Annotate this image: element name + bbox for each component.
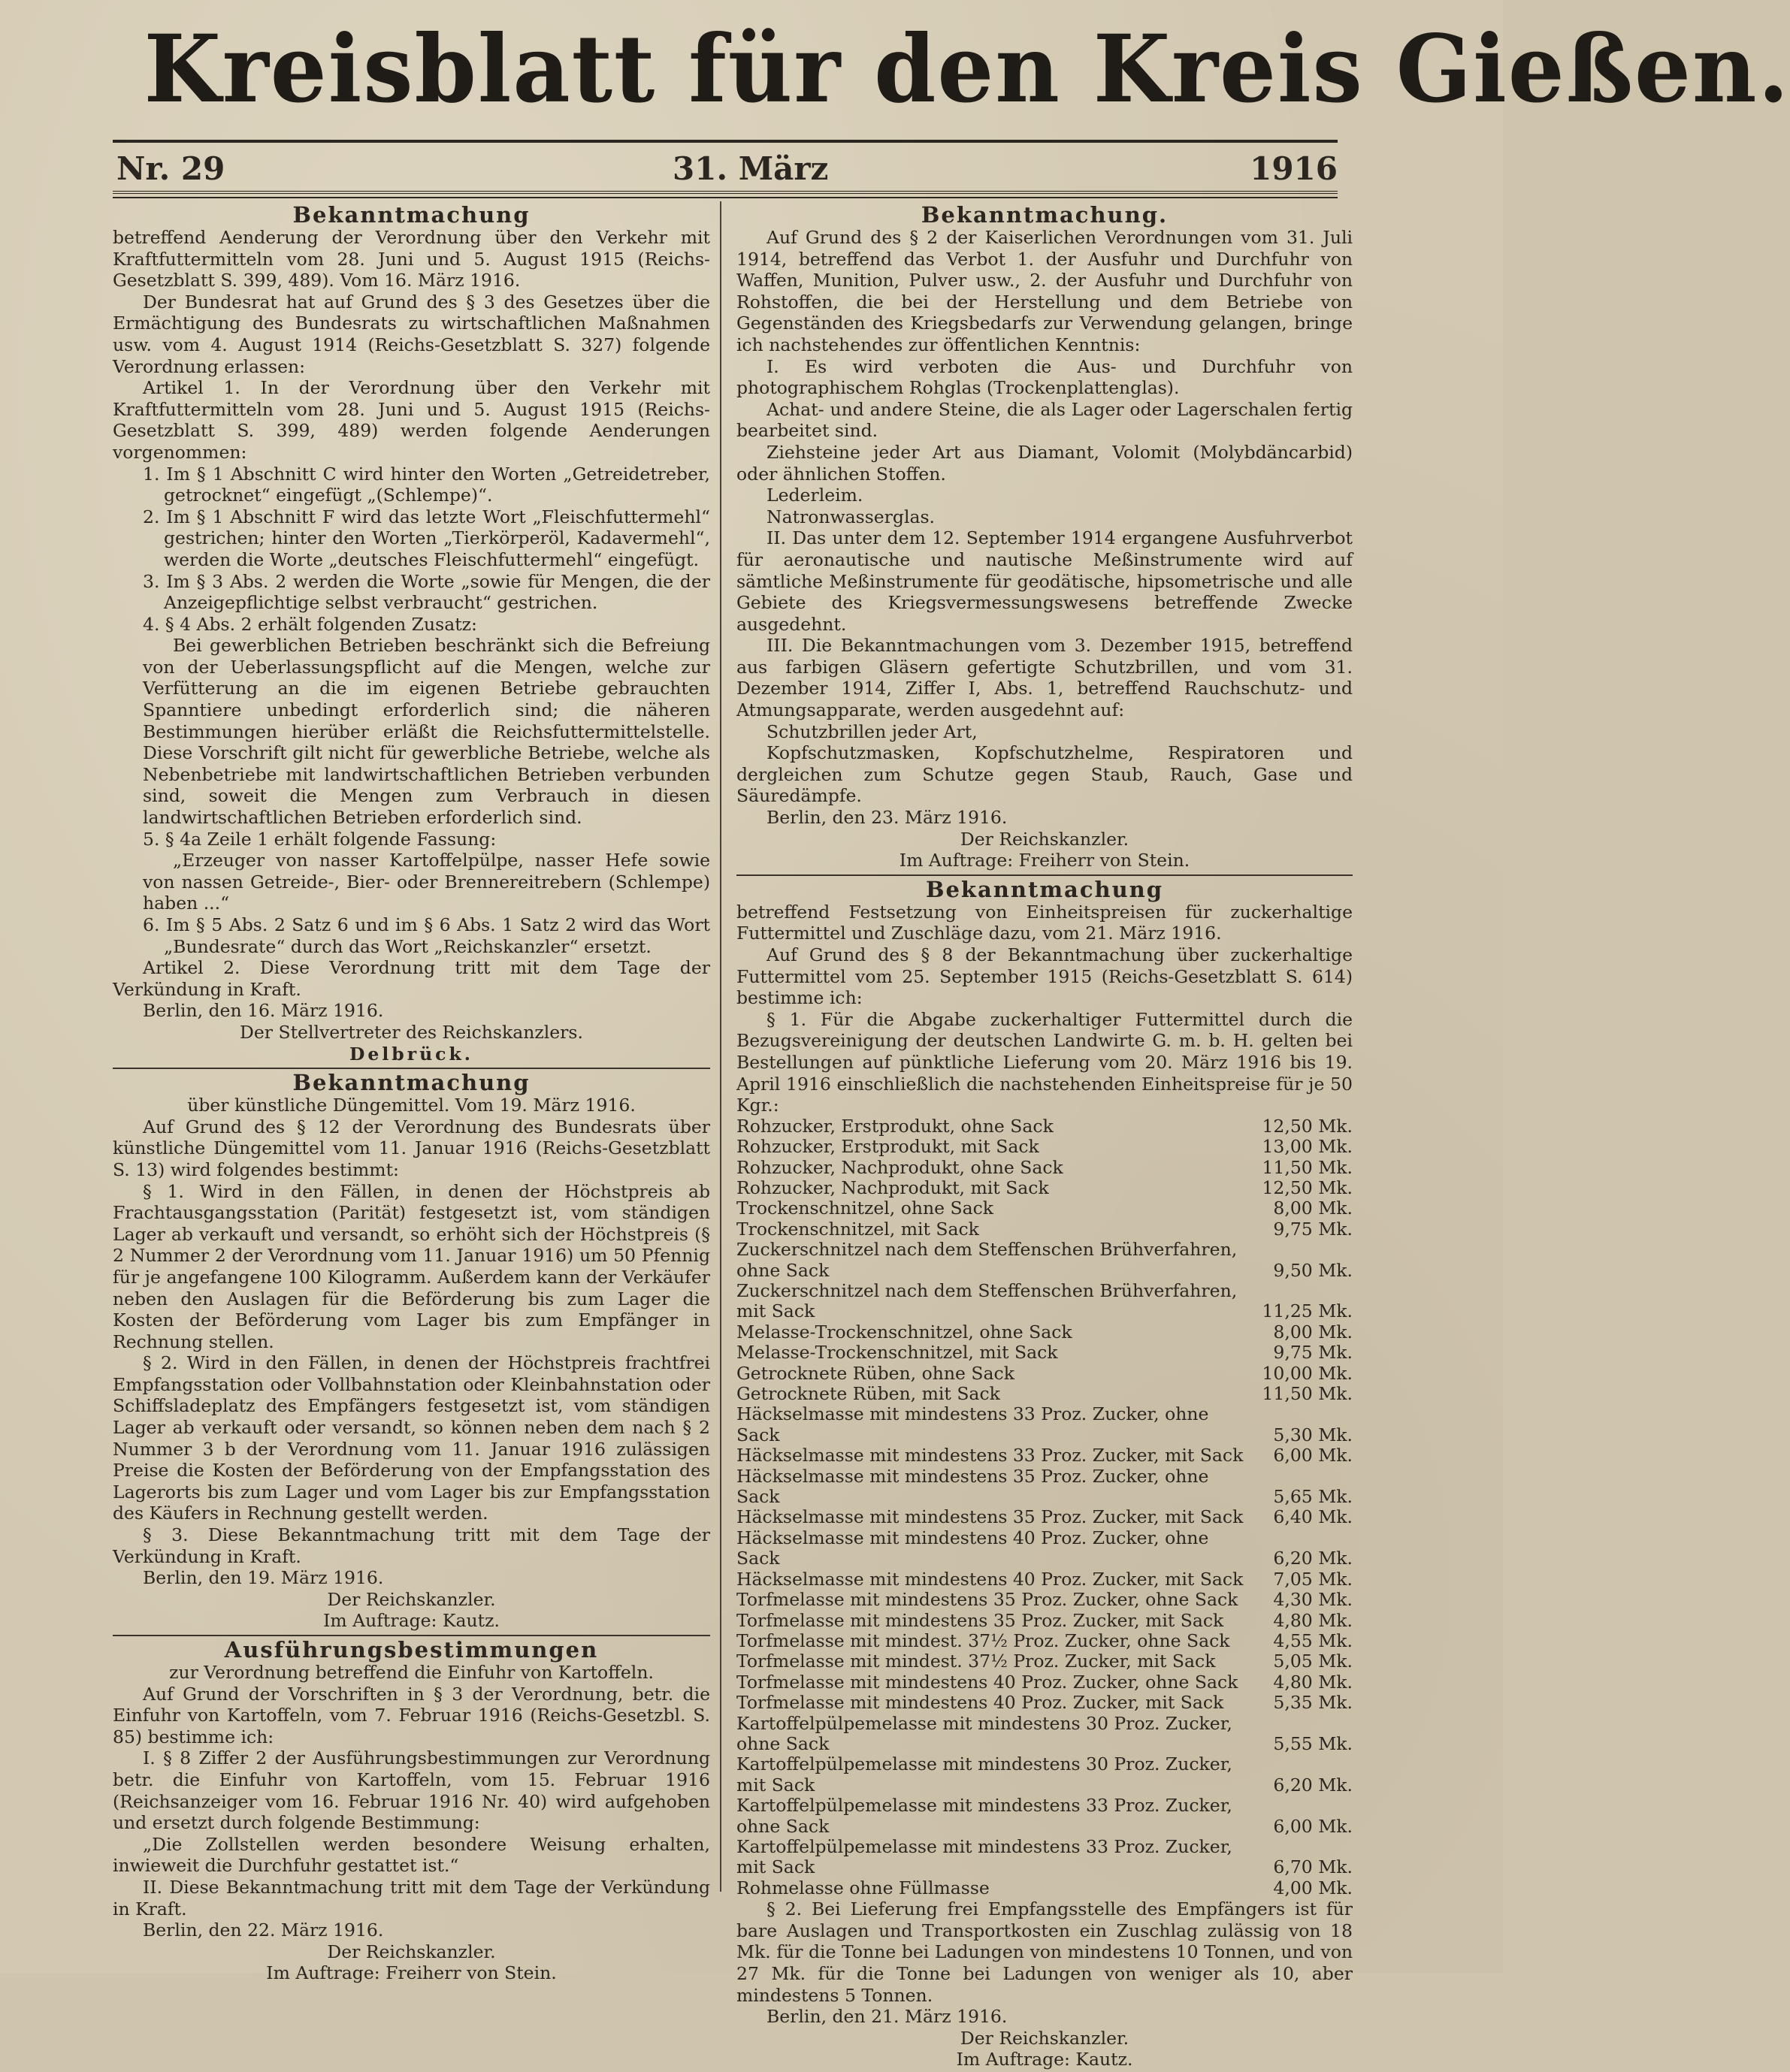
article-separator [113,1068,710,1069]
article-ausfuhrverbot [736,203,1353,871]
price-value: 9,50 Mk. [1273,1259,1353,1281]
price-value: 12,50 Mk. [1262,1176,1353,1198]
issue-number: Nr. 29 [116,150,225,187]
article-paragraph: I. § 8 Ziffer 2 der Ausführungsbestimmungen zur Verordnung betr. die Einfuhr von Kartoffeln, vom 15. Februar 1916 (Reichsanzeiger vom 16. Februar 1916 Nr. 40) wird aufgehoben und ersetzt durch folgende Bestimmung: [113,1747,710,1834]
article-place-date: Berlin, den 21. März 1916. [766,2006,1008,2028]
price-row [736,1878,1353,1898]
masthead-rule [113,140,1338,143]
price-item: Trockenschnitzel, mit Sack [736,1218,979,1240]
price-item: Rohzucker, Erstprodukt, mit Sack [736,1136,1039,1158]
price-item: Rohzucker, Erstprodukt, ohne Sack [736,1115,1054,1137]
price-value: 5,05 Mk. [1273,1651,1353,1672]
price-value: 5,30 Mk. [1273,1424,1353,1445]
article-place-date: Berlin, den 19. März 1916. [143,1567,384,1589]
list-item: Ziehsteine jeder Art aus Diamant, Volomit (Molybdäncarbid) oder ähnlichen Stoffen. [736,441,1353,485]
issue-date: 31. März [673,150,829,187]
price-value: 5,35 Mk. [1273,1692,1353,1714]
list-item: 6. Im § 5 Abs. 2 Satz 6 und im § 6 Abs. 1 Satz 2 wird das Wort „Bundesrate“ durch das Wort „Reichskanzler“ ersetzt. [143,914,710,957]
price-value: 9,75 Mk. [1273,1342,1353,1364]
price-row [736,1796,1353,1837]
price-value: 6,70 Mk. [1273,1856,1353,1878]
price-row [736,1281,1353,1322]
article-paragraph: II. Diese Bekanntmachung tritt mit dem Tage der Verkündung in Kraft. [113,1876,710,1919]
article-intro: Der Bundesrat hat auf Grund des § 3 des Gesetzes über die Ermächtigung des Bundesrats zu wirtschaftlichen Maßnahmen usw. vom 4. August 1914 (Reichs-Gesetzblatt S. 327) folgende Verordnung erlassen: [113,291,710,377]
price-table [736,1116,1353,1898]
price-row [736,1611,1353,1631]
article-place-date: Berlin, den 22. März 1916. [143,1919,384,1941]
article-kartoffeln [113,1638,710,1984]
price-item: Zuckerschnitzel nach dem Steffenschen Brühverfahren, mit Sack [736,1280,1238,1322]
price-row [736,1507,1353,1527]
article-signature: Delbrück. [349,1043,473,1065]
article-paragraph: II. Das unter dem 12. September 1914 ergangene Ausfuhrverbot für aeronautische und nautische Meßinstrumente wird auf sämtliche Meßinstrumente für geodätische, hipsometrische und alle Gebiete des Kriegsvermessungswesens betreffende Zwecke ausgedehnt. [736,527,1353,635]
article-place-date: Berlin, den 23. März 1916. [766,807,1008,829]
price-item: Getrocknete Rüben, mit Sack [736,1383,1000,1405]
price-item: Melasse-Trockenschnitzel, ohne Sack [736,1321,1072,1343]
list-item: 4. § 4 Abs. 2 erhält folgenden Zusatz: [143,613,477,635]
list-item: Schutzbrillen jeder Art, [766,720,978,742]
price-row [736,1569,1353,1590]
article-signature-title: Der Reichskanzler. [327,1588,496,1610]
price-item: Rohzucker, Nachprodukt, ohne Sack [736,1156,1063,1178]
article-heading: Bekanntmachung [292,1070,531,1096]
price-item: Trockenschnitzel, ohne Sack [736,1198,994,1219]
right-column [736,203,1353,2072]
price-value: 4,80 Mk. [1273,1609,1353,1631]
price-row [736,1837,1353,1878]
price-item: Kartoffelpülpemelasse mit mindestens 33 Proz. Zucker, mit Sack [736,1835,1232,1878]
price-item: Torfmelasse mit mindestens 35 Proz. Zucker, mit Sack [736,1609,1224,1631]
article-intro: Auf Grund des § 12 der Verordnung des Bundesrats über künstliche Düngemittel vom 11. Januar 1916 (Reichs-Gesetzblatt S. 13) wird folgendes bestimmt: [113,1116,710,1180]
article-quote: „Die Zollstellen werden besondere Weisung erhalten, inwieweit die Durchfuhr gestattet ist.“ [113,1833,710,1877]
price-value: 6,20 Mk. [1273,1548,1353,1569]
price-item: Torfmelasse mit mindestens 40 Proz. Zucker, ohne Sack [736,1671,1238,1693]
price-item: Häckselmasse mit mindestens 35 Proz. Zucker, mit Sack [736,1506,1244,1528]
article-paragraph: § 2. Wird in den Fällen, in denen der Höchstpreis frachtfrei Empfangsstation oder Vollbahnstation oder Kleinbahnstation oder Schiffsladeplatz des Empfängers festgesetzt ist, vom ständigen Lager ab verkauft oder versandt, so können neben dem nach § 2 Nummer 3 b der Verordnung vom 11. Januar 1916 zulässigen Preise die Kosten der Beförderung von der Empfangsstation des Lagerorts bis zum Lager und vom Lager bis zur Empfangsstation des Käufers in Rechnung gestellt werden. [113,1352,710,1524]
price-row [736,1116,1353,1137]
list-item: Achat- und andere Steine, die als Lager oder Lagerschalen fertig bearbeitet sind. [736,398,1353,442]
price-item: Kartoffelpülpemelasse mit mindestens 30 Proz. Zucker, mit Sack [736,1753,1232,1796]
column-divider [720,201,721,1892]
article-subject: über künstliche Düngemittel. Vom 19. März 1916. [187,1095,636,1116]
list-item: Natronwasserglas. [766,506,936,527]
price-value: 6,00 Mk. [1273,1815,1353,1837]
price-value: 4,00 Mk. [1273,1877,1353,1898]
article-signature-title: Der Stellvertreter des Reichskanzlers. [240,1021,583,1043]
price-item: Torfmelasse mit mindestens 35 Proz. Zucker, ohne Sack [736,1589,1238,1611]
price-value: 7,05 Mk. [1273,1568,1353,1590]
price-value: 8,00 Mk. [1273,1321,1353,1343]
price-value: 6,00 Mk. [1273,1445,1353,1466]
article-signature-title: Der Reichskanzler. [960,828,1129,850]
article-paragraph: § 2. Bei Lieferung frei Empfangsstelle des Empfängers ist für bare Auslagen und Transportkosten ein Zuschlag zulässig von 18 Mk. für die Tonne bei Ladungen von mindestens 10 Tonnen, und von 27 Mk. für die Tonne bei Ladungen von weniger als 10, aber mindestens 5 Tonnen. [736,1898,1353,2006]
article-intro: Auf Grund der Vorschriften in § 3 der Verordnung, betr. die Einfuhr von Kartoffeln, vom 7. Februar 1916 (Reichs-Gesetzbl. S. 85) bestimme ich: [113,1683,710,1747]
price-row [736,1528,1353,1569]
price-value: 6,20 Mk. [1273,1774,1353,1796]
price-row [736,1445,1353,1466]
price-item: Häckselmasse mit mindestens 35 Proz. Zucker, ohne Sack [736,1465,1209,1508]
price-value: 6,40 Mk. [1273,1506,1353,1528]
article-paragraph: Artikel 1. In der Verordnung über den Verkehr mit Kraftfuttermitteln vom 28. Juni und 5. August 1915 (Reichs-Gesetzblatt S. 399, 489) werden folgende Aenderungen vorgenommen: [113,377,710,463]
article-signature: Im Auftrage: Kautz. [956,2049,1133,2070]
price-value: 5,55 Mk. [1273,1732,1353,1754]
article-separator [736,874,1353,876]
issue-year: 1916 [1250,150,1338,187]
article-intro: Auf Grund des § 8 der Bekanntmachung über zuckerhaltige Futtermittel vom 25. September 1915 (Reichs-Gesetzblatt S. 614) bestimme ich: [736,944,1353,1009]
article-heading: Bekanntmachung [292,202,531,228]
price-value: 5,65 Mk. [1273,1486,1353,1508]
price-item: Torfmelasse mit mindest. 37½ Proz. Zucker, mit Sack [736,1651,1216,1672]
article-heading: Bekanntmachung [925,876,1164,902]
article-paragraph: § 1. Für die Abgabe zuckerhaltiger Futtermittel durch die Bezugsvereinigung der deutschen Landwirte G. m. b. H. gelten bei Bestellungen auf pünktliche Lieferung vom 20. März 1916 bis 19. April 1916 einschließlich die nachstehenden Einheitspreise für je 50 Kgr.: [736,1008,1353,1116]
price-item: Rohzucker, Nachprodukt, mit Sack [736,1176,1049,1198]
price-row [736,1754,1353,1796]
price-row [736,1343,1353,1363]
price-value: 13,00 Mk. [1262,1136,1353,1158]
article-quote: „Erzeuger von nasser Kartoffelpülpe, nasser Hefe sowie von nassen Getreide-, Bier- oder Brennereitrebern (Schlempe) haben ...“ [143,850,710,914]
price-row [736,1137,1353,1157]
price-item: Häckselmasse mit mindestens 40 Proz. Zucker, mit Sack [736,1568,1244,1590]
article-signature: Im Auftrage: Freiherr von Stein. [266,1962,557,1984]
article-paragraph: Artikel 2. Diese Verordnung tritt mit dem Tage der Verkündung in Kraft. [113,957,710,1000]
price-value: 4,30 Mk. [1273,1589,1353,1611]
price-row [736,1322,1353,1343]
price-row [736,1693,1353,1713]
price-row [736,1364,1353,1384]
article-paragraph: § 3. Diese Bekanntmachung tritt mit dem Tage der Verkündung in Kraft. [113,1524,710,1567]
price-row [736,1631,1353,1651]
price-value: 11,50 Mk. [1262,1156,1353,1178]
article-subject: zur Verordnung betreffend die Einfuhr von Kartoffeln. [169,1662,654,1683]
price-value: 8,00 Mk. [1273,1198,1353,1219]
list-item: 5. § 4a Zeile 1 erhält folgende Fassung: [143,828,497,850]
article-signature: Im Auftrage: Freiherr von Stein. [899,850,1190,871]
price-row [736,1178,1353,1198]
list-item: 2. Im § 1 Abschnitt F wird das letzte Wort „Fleischfuttermehl“ gestrichen; hinter den Worten „Tierkörperöl, Kadavermehl“, werden die Worte „deutsches Fleischfuttermehl“ eingefügt. [143,506,710,570]
price-row [736,1404,1353,1445]
masthead-title: Kreisblatt für den Kreis Gießen. [144,15,1790,124]
article-duengemittel [113,1071,710,1632]
left-column [113,203,710,1986]
price-row [736,1219,1353,1240]
article-subject: betreffend Festsetzung von Einheitspreisen für zuckerhaltige Futtermittel und Zuschläge dazu, vom 21. März 1916. [736,901,1353,944]
price-item: Häckselmasse mit mindestens 40 Proz. Zucker, ohne Sack [736,1527,1209,1569]
price-row [736,1198,1353,1219]
price-row [736,1158,1353,1178]
price-item: Häckselmasse mit mindestens 33 Proz. Zucker, mit Sack [736,1445,1244,1466]
list-item: 3. Im § 3 Abs. 2 werden die Worte „sowie für Mengen, die der Anzeigepflichtige selbst verbraucht“ gestrichen. [143,570,710,614]
article-futtermittel-preise [736,877,1353,2070]
article-signature-title: Der Reichskanzler. [960,2027,1129,2049]
article-paragraph: I. Es wird verboten die Aus- und Durchfuhr von photographischem Rohglas (Trockenplattenglas). [736,355,1353,399]
article-paragraph: III. Die Bekanntmachungen vom 3. Dezember 1915, betreffend aus farbigen Gläsern gefertigte Schutzbrillen, und vom 31. Dezember 1914, Ziffer I, Abs. 1, betreffend Rauchschutz- und Atmungsapparate, werden ausgedehnt auf: [736,635,1353,721]
price-row [736,1240,1353,1281]
price-item: Rohmelasse ohne Füllmasse [736,1877,990,1898]
price-row [736,1590,1353,1610]
price-value: 11,25 Mk. [1262,1300,1353,1322]
price-row [736,1384,1353,1404]
price-item: Kartoffelpülpemelasse mit mindestens 33 Proz. Zucker, ohne Sack [736,1795,1232,1837]
price-item: Kartoffelpülpemelasse mit mindestens 30 Proz. Zucker, ohne Sack [736,1712,1232,1754]
price-item: Zuckerschnitzel nach dem Steffenschen Brühverfahren, ohne Sack [736,1239,1238,1281]
price-value: 9,75 Mk. [1273,1218,1353,1240]
price-item: Getrocknete Rüben, ohne Sack [736,1362,1014,1384]
issue-line [116,150,1338,192]
article-signature: Im Auftrage: Kautz. [323,1610,500,1632]
article-place-date: Berlin, den 16. März 1916. [143,1000,384,1022]
article-paragraph: § 1. Wird in den Fällen, in denen der Höchstpreis ab Frachtausgangsstation (Parität) festgesetzt ist, vom ständigen Lager ab verkauft und versandt, so erhöht sich der Höchstpreis (§ 2 Nummer 2 der Verordnung vom 11. Januar 1916) um 50 Pfennig für je angefangene 100 Kilogramm. Außerdem kann der Verkäufer neben den Auslagen für die Beförderung bis zum Lager die Kosten der Beförderung vom Lager bis zum Empfänger in Rechnung stellen. [113,1180,710,1352]
list-item: 1. Im § 1 Abschnitt C wird hinter den Worten „Getreidetreber, getrocknet“ eingefügt „(Schlempe)“. [143,463,710,506]
price-item: Torfmelasse mit mindestens 40 Proz. Zucker, mit Sack [736,1692,1224,1714]
list-item: Lederleim. [766,485,863,506]
list-item: Kopfschutzmasken, Kopfschutzhelme, Respiratoren und dergleichen zum Schutze gegen Staub, Rauch, Gase und Säuredämpfe. [736,742,1353,807]
price-row [736,1466,1353,1508]
price-row [736,1672,1353,1693]
price-value: 10,00 Mk. [1262,1362,1353,1384]
article-kraftfutter [113,203,710,1065]
article-heading: Ausführungsbestimmungen [224,1637,599,1663]
article-paragraph: Bei gewerblichen Betrieben beschränkt sich die Befreiung von der Ueberlassungspflicht auf die Mengen, welche zur Verfütterung an die im eigenen Betriebe gebrauchten Spanntiere unbedingt erforderlich sind; die näheren Bestimmungen hierüber erläßt die Reichsfuttermittelstelle. Diese Vorschrift gilt nicht für gewerbliche Betriebe, welche als Nebenbetriebe mit landwirtschaftlichen Betrieben verbunden sind, soweit die Mengen zum Verbrauch in diesen landwirtschaftlichen Betrieben erforderlich sind. [143,635,710,829]
price-row [736,1714,1353,1755]
article-heading: Bekanntmachung. [921,202,1169,228]
issue-rule [113,191,1338,198]
article-intro: Auf Grund des § 2 der Kaiserlichen Verordnungen vom 31. Juli 1914, betreffend das Verbot 1. der Ausfuhr und Durchfuhr von Waffen, Munition, Pulver usw., 2. der Ausfuhr und Durchfuhr von Rohstoffen, die bei der Herstellung und dem Betriebe von Gegenständen des Kriegsbedarfs zur Verwendung gelangen, bringe ich nachstehendes zur öffentlichen Kenntnis: [736,227,1353,355]
article-subject: betreffend Aenderung der Verordnung über den Verkehr mit Kraftfuttermitteln vom 28. Juni und 5. August 1915 (Reichs-Gesetzblatt S. 399, 489). Vom 16. März 1916. [113,227,710,291]
price-value: 4,55 Mk. [1273,1630,1353,1651]
price-item: Häckselmasse mit mindestens 33 Proz. Zucker, ohne Sack [736,1403,1209,1445]
article-signature-title: Der Reichskanzler. [327,1941,496,1962]
price-row [736,1651,1353,1672]
price-value: 4,80 Mk. [1273,1671,1353,1693]
article-separator [113,1635,710,1636]
price-item: Torfmelasse mit mindest. 37½ Proz. Zucker, ohne Sack [736,1630,1230,1651]
price-value: 12,50 Mk. [1262,1115,1353,1137]
price-value: 11,50 Mk. [1262,1383,1353,1405]
price-item: Melasse-Trockenschnitzel, mit Sack [736,1342,1058,1364]
